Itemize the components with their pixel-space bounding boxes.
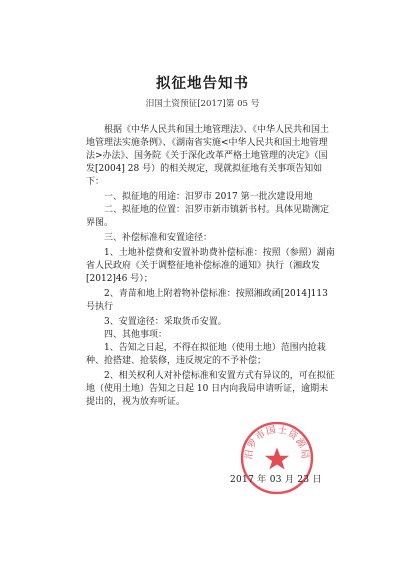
svg-text:汨罗市国土资源局: 汨罗市国土资源局 <box>243 424 311 461</box>
prohibition-paragraph: 1、告知之日起，不得在拟征地（使用土地）范围内抢栽种、抢搭建、抢装修，违反规定的不予补偿； <box>86 343 326 366</box>
document-body <box>86 124 336 409</box>
resettlement-paragraph: 3、安置途径：采取货币安置。 <box>104 317 227 327</box>
intro-paragraph: 根据《中华人民共和国土地管理法》、《中华人民共和国土地管理法实施条例》、《湖南省实施<中华人民共和国土地管理法>办法》、国务院《关于深化改革严格土地管理的决定》（国发[2004] 28 号）的相关规定，现就拟征地有关事项告知如下： <box>86 125 330 187</box>
crops-compensation-paragraph: 2、青苗和地上附着物补偿标准：按照湘政函[2014]113 号执行 <box>86 289 328 312</box>
hearing-paragraph: 2、相关权利人对补偿标准和安置方式有异议的，可在拟征地（使用土地）告知之日起 10 日内向我局申请听证，逾期未提出的，视为放弃听证。 <box>86 371 335 407</box>
location-paragraph: 二、拟征地的位置：汨罗市新市镇新书村。具体见勘测定界图。 <box>86 205 330 228</box>
document-number: 汨国土资预征[2017]第 05 号 <box>145 99 260 109</box>
purpose-paragraph: 一、拟征地的用途：汨罗市 2017 第一批次建设用地 <box>104 192 313 202</box>
document-title: 拟征地告知书 <box>156 76 249 92</box>
compensation-heading: 三、补偿标准和安置途径： <box>104 233 213 243</box>
signature-date: 2017 年 03 月 23 日 <box>230 475 322 485</box>
land-compensation-paragraph: 1、土地补偿费和安置补助费补偿标准：按照（参照）湖南省人民政府《关于调整征地补偿标准的通知》执行（湘政发[2012]46 号）； <box>86 248 335 284</box>
other-matters-heading: 四、其他事项： <box>104 330 168 340</box>
